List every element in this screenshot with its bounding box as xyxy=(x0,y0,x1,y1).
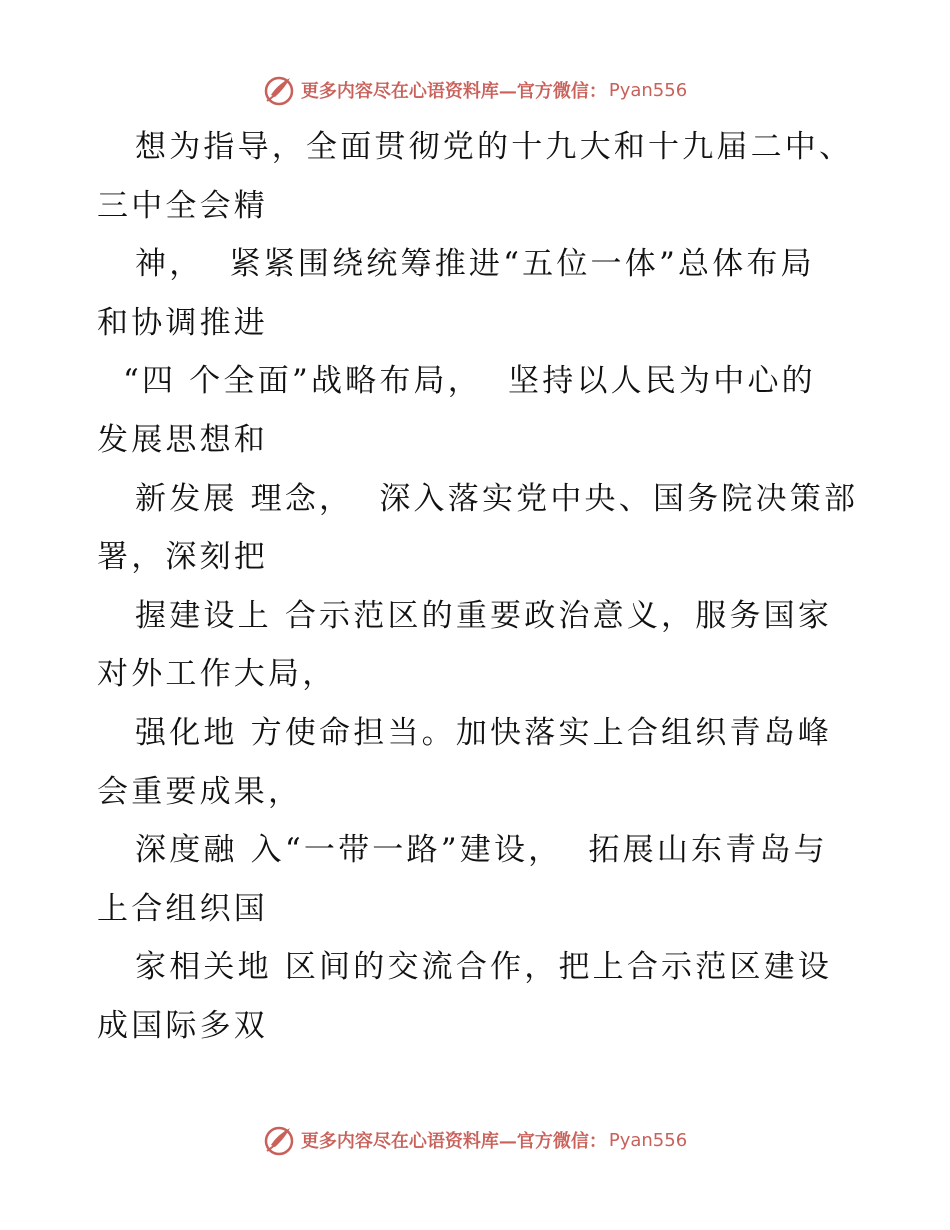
body-line: 强化地 方使命担当。加快落实上合组织青岛峰 xyxy=(135,714,833,751)
body-line: 握建设上 合示范区的重要政治意义，服务国家 xyxy=(135,597,833,634)
body-line: 深度融 入“一带一路”建设， 拓展山东青岛与 xyxy=(135,832,828,869)
body-line: 发展思想和 xyxy=(97,421,268,458)
body-line: 三中全会精 xyxy=(97,187,268,224)
body-line: 署，深刻把 xyxy=(97,539,268,576)
body-line: 对外工作大局， xyxy=(97,656,337,693)
body-line: 神， 紧紧围绕统筹推进“五位一体”总体布局 xyxy=(135,246,815,283)
banner-contact: Pyan556 xyxy=(608,79,688,101)
body-line: “四 个全面”战略布局， 坚持以人民为中心的 xyxy=(123,363,816,400)
banner-contact: Pyan556 xyxy=(608,1129,688,1151)
header-banner xyxy=(0,70,950,110)
body-line: 新发展 理念， 深入落实党中央、国务院决策部 xyxy=(135,480,859,517)
body-line: 家相关地 区间的交流合作，把上合示范区建设 xyxy=(135,949,833,986)
body-line: 上合组织国 xyxy=(97,890,268,927)
quill-seal-icon xyxy=(263,73,297,107)
banner-text: 更多内容尽在心语资料库—官方微信： xyxy=(300,1131,607,1152)
quill-seal-icon xyxy=(263,1123,297,1157)
body-line: 想为指导，全面贯彻党的十九大和十九届二中、 xyxy=(135,129,854,165)
body-line: 成国际多双 xyxy=(97,1007,268,1044)
footer-banner xyxy=(0,1120,950,1160)
document-body xyxy=(97,118,867,1056)
body-line: 会重要成果， xyxy=(97,773,303,810)
banner-text: 更多内容尽在心语资料库—官方微信： xyxy=(300,81,607,102)
body-line: 和协调推进 xyxy=(97,304,268,341)
